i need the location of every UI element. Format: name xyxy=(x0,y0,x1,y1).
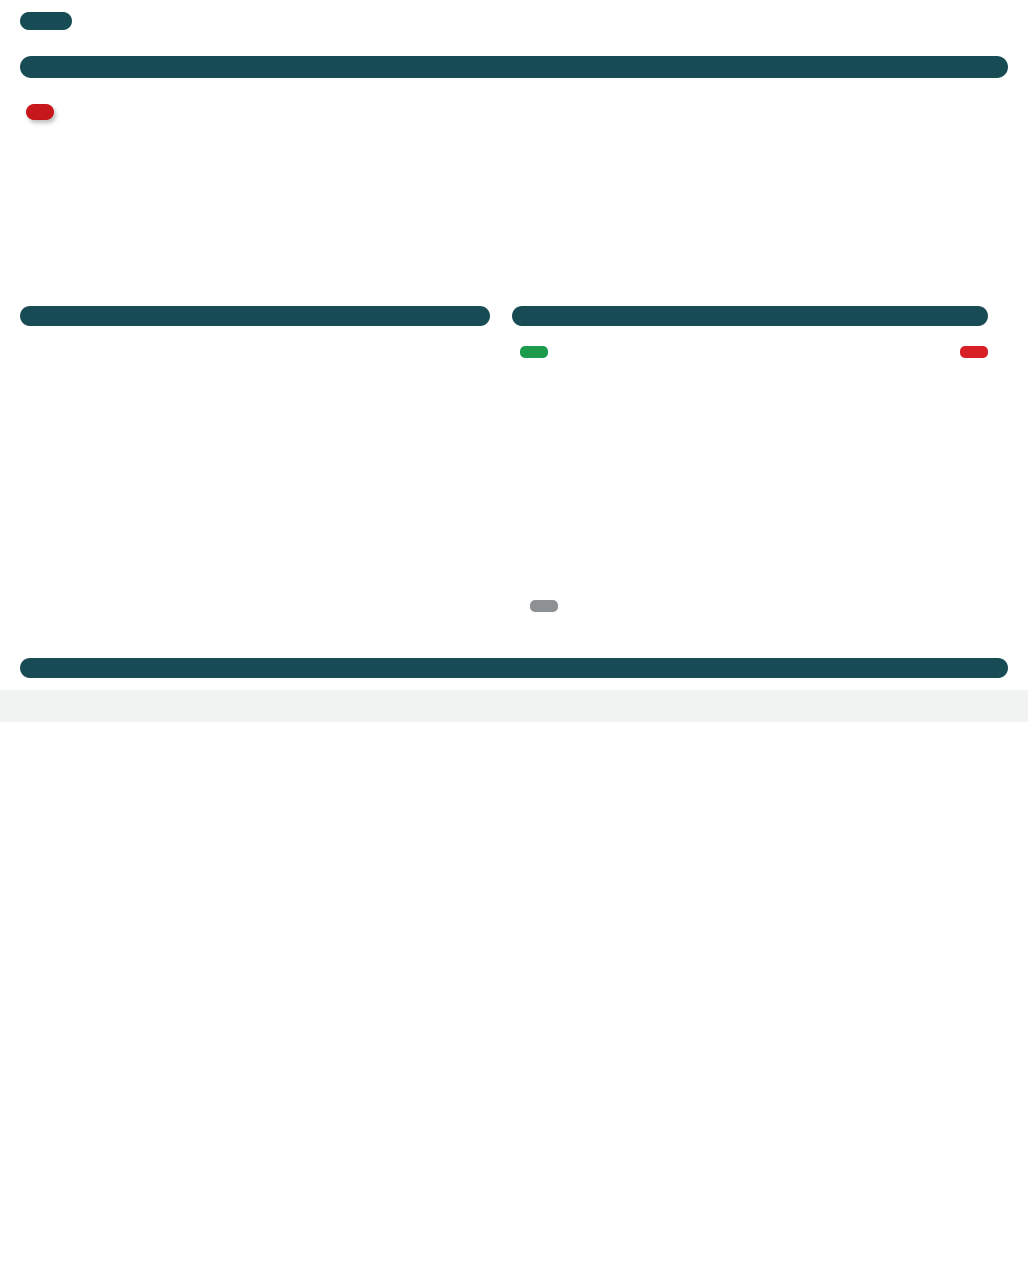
header-tag-area xyxy=(0,0,1028,35)
topic-tag xyxy=(20,12,72,30)
messages-section-title xyxy=(20,658,1008,678)
total-messages-badge xyxy=(26,104,54,120)
messages-header-area xyxy=(20,658,1008,678)
sentiment-block xyxy=(512,306,988,640)
legend-negative xyxy=(960,346,988,358)
platforms-section-title xyxy=(20,306,490,326)
dynamics-section-title xyxy=(20,56,1008,78)
messages-grid xyxy=(0,690,1028,722)
sentiment-donut-area xyxy=(512,340,988,640)
legend-positive xyxy=(520,346,548,358)
platforms-block xyxy=(20,306,490,640)
sentiment-section-title xyxy=(512,306,988,326)
timeline-svg xyxy=(20,90,1008,290)
dynamics-header-area xyxy=(0,46,1028,78)
timeline-chart xyxy=(20,90,1008,290)
donut-svg xyxy=(512,358,988,620)
title-row xyxy=(0,35,1028,46)
mid-section xyxy=(0,290,1028,640)
